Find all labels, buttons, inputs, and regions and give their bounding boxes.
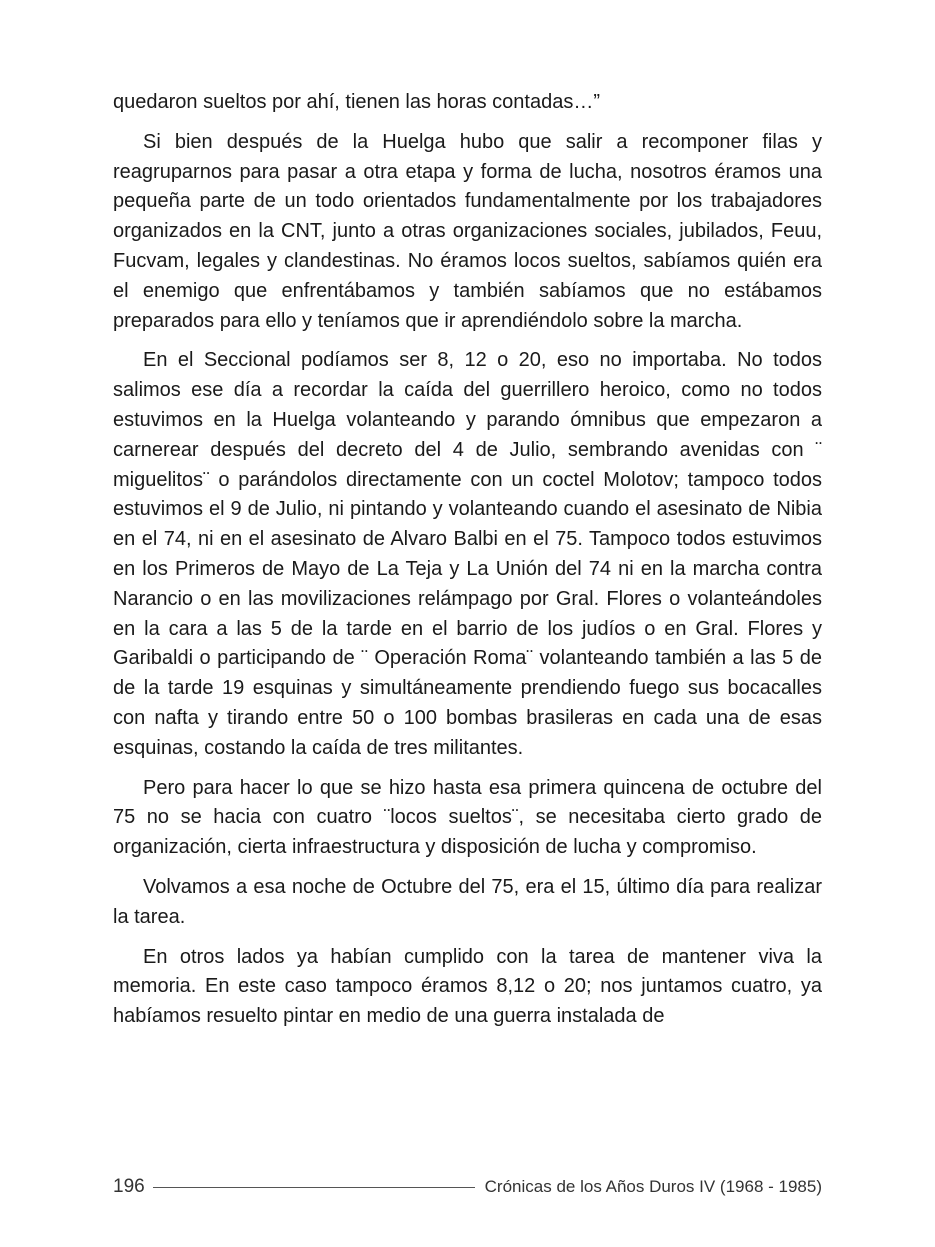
paragraph: Volvamos a esa noche de Octubre del 75, era el 15, último día para realizar la tarea. (113, 875, 822, 928)
page-footer (113, 1174, 822, 1200)
paragraph: En otros lados ya habían cumplido con la tarea de mantener viva la memoria. En este caso tampoco éramos 8,12 o 20; nos juntamos cuatro, ya habíamos resuelto pintar en medio de una guerra instalada de (113, 945, 822, 1028)
page-number: 196 (113, 1176, 145, 1197)
footer-rule (153, 1187, 475, 1188)
running-title: Crónicas de los Años Duros IV (1968 - 1985) (484, 1177, 822, 1196)
paragraph: Pero para hacer lo que se hizo hasta esa primera quincena de octubre del 75 no se hacia con cuatro ¨locos sueltos¨, se necesitaba cierto grado de organización, cierta infraestructura y disposición de lucha y compromiso. (113, 776, 822, 859)
paragraph: Si bien después de la Huelga hubo que salir a recomponer filas y reagruparnos para pasar a otra etapa y forma de lucha, nosotros éramos una pequeña parte de un todo orientados fundamentalmente por los trabajadores organizados en la CNT, junto a otras organizaciones sociales, jubilados, Feuu, Fucvam, legales y clandestinas. No éramos locos sueltos, sabíamos quién era el enemigo que enfrentábamos y también sabíamos que no estábamos preparados para ello y teníamos que ir aprendiéndolo sobre la marcha. (113, 130, 822, 332)
body-text (113, 88, 822, 1042)
paragraph-continuation: quedaron sueltos por ahí, tienen las horas contadas…” (113, 91, 600, 113)
paragraph: En el Seccional podíamos ser 8, 12 o 20, eso no importaba. No todos salimos ese día a recordar la caída del guerrillero heroico, como no todos estuvimos en la Huelga volanteando y parando ómnibus que empezaron a carnerear después del decreto del 4 de Julio, sembrando avenidas con ¨ miguelitos¨ o parándolos directamente con un coctel Molotov; tampoco todos estuvimos el 9 de Julio, ni pintando y volanteando cuando el asesinato de Nibia en el 74, ni en el asesinato de Alvaro Balbi en el 75. Tampoco todos estuvimos en los Primeros de Mayo de La Teja y La Unión del 74 ni en la marcha contra Narancio o en las movilizaciones relámpago por Gral. Flores o volanteándoles en la cara a las 5 de la tarde en el barrio de los judíos o en Gral. Flores y Garibaldi o participando de ¨ Operación Roma¨ volanteando también a las 5 de de la tarde 19 esquinas y simultáneamente prendiendo fuego sus bocacalles con nafta y tirando entre 50 o 100 bombas brasileras en cada una de esas esquinas, costando la caída de tres militantes. (113, 349, 822, 759)
